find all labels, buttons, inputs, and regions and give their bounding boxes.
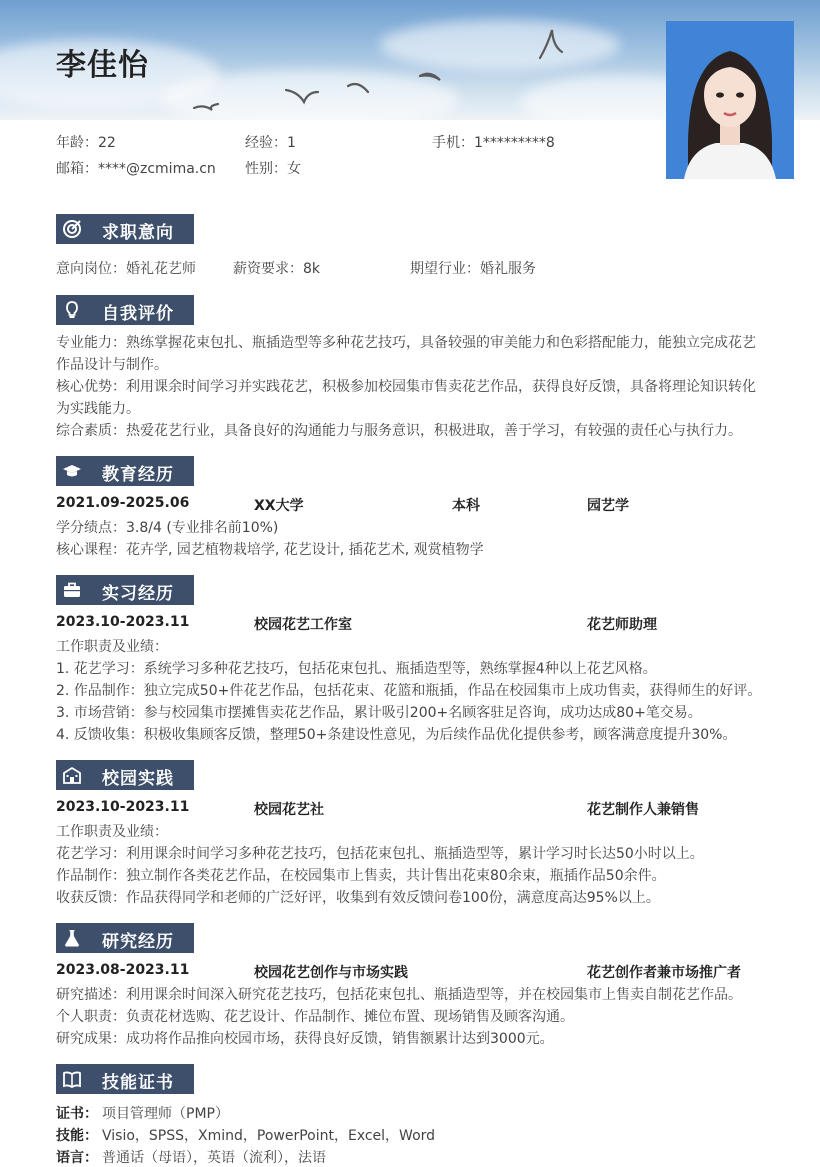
lightbulb-icon — [62, 300, 82, 320]
research-line: 研究成果：成功将作品推向校园市场，获得良好反馈，销售额累计达到3000元。 — [56, 1031, 554, 1047]
self-eval-line: 专业能力：熟练掌握花束包扎、瓶插造型等多种花艺技巧，具备较强的审美能力和色彩搭配能力，能独立完成花艺 — [56, 335, 756, 351]
internship-line: 4. 反馈收集：积极收集顾客反馈，整理50+条建设性意见，为后续作品优化提供参考，顾客满意度提升30%。 — [56, 727, 737, 743]
cert-value: 项目管理师（PMP） — [102, 1106, 229, 1122]
profile-photo — [666, 21, 794, 179]
section-title: 教育经历 — [102, 465, 174, 485]
research-org: 校园花艺创作与市场实践 — [254, 965, 408, 981]
internship-line: 工作职责及业绩： — [56, 639, 168, 655]
research-role: 花艺创作者兼市场推广者 — [587, 965, 741, 981]
campus-role: 花艺制作人兼销售 — [587, 802, 699, 818]
self-eval-line: 核心优势：利用课余时间学习并实践花艺，积极参加校园集市售卖花艺作品，获得良好反馈，具备将理论知识转化 — [56, 379, 756, 395]
section-header-self-eval — [56, 295, 194, 325]
section-title: 求职意向 — [102, 223, 174, 243]
section-header-education — [56, 456, 194, 486]
section-title: 自我评价 — [102, 304, 174, 324]
section-header-internship — [56, 575, 194, 605]
book-icon — [62, 1069, 82, 1089]
school-building-icon — [62, 765, 82, 785]
education-degree: 本科 — [452, 498, 480, 514]
gender: 性别：女 — [245, 161, 301, 177]
internship-role: 花艺师助理 — [587, 617, 657, 633]
skill-row — [56, 1125, 435, 1145]
section-title: 技能证书 — [102, 1073, 174, 1093]
education-period: 2021.09-2025.06 — [56, 495, 190, 511]
campus-line: 工作职责及业绩： — [56, 824, 168, 840]
self-eval-line: 为实践能力。 — [56, 401, 140, 417]
internship-line: 1. 花艺学习：系统学习多种花艺技巧，包括花束包扎、瓶插造型等，熟练掌握4种以上花艺风格。 — [56, 661, 657, 677]
research-line: 个人职责：负责花材选购、花艺设计、作品制作、摊位布置、现场销售及顾客沟通。 — [56, 1009, 574, 1025]
research-period: 2023.08-2023.11 — [56, 962, 190, 978]
education-major: 园艺学 — [587, 498, 629, 514]
lang-value: 普通话（母语），英语（流利），法语 — [102, 1150, 326, 1166]
campus-line: 收获反馈：作品获得同学和老师的广泛好评，收集到有效反馈问卷100份，满意度高达95%以上。 — [56, 890, 660, 906]
experience: 经验：1 — [245, 135, 296, 151]
campus-line: 作品制作：独立制作各类花艺作品，在校园集市上售卖，共计售出花束80余束，瓶插作品50余件。 — [56, 868, 666, 884]
self-eval-line: 综合素质：热爱花艺行业，具备良好的沟通能力与服务意识，积极进取，善于学习，有较强的责任心与执行力。 — [56, 423, 742, 439]
intent-position: 意向岗位：婚礼花艺师 — [56, 261, 196, 277]
skill-label: 技能： — [56, 1128, 98, 1144]
self-eval-line: 作品设计与制作。 — [56, 357, 168, 373]
graduation-cap-icon — [62, 461, 82, 481]
flask-icon — [62, 928, 82, 948]
age: 年龄：22 — [56, 135, 116, 151]
candidate-name: 李佳怡 — [56, 48, 149, 83]
cert-row — [56, 1103, 229, 1123]
internship-org: 校园花艺工作室 — [254, 617, 352, 633]
internship-period: 2023.10-2023.11 — [56, 614, 190, 630]
phone: 手机：1*********8 — [432, 135, 555, 151]
section-header-research — [56, 923, 194, 953]
lang-label: 语言： — [56, 1150, 98, 1166]
research-line: 研究描述：利用课余时间深入研究花艺技巧，包括花束包扎、瓶插造型等，并在校园集市上售卖自制花艺作品。 — [56, 987, 742, 1003]
section-header-skills — [56, 1064, 194, 1094]
education-line: 核心课程：花卉学, 园艺植物栽培学, 花艺设计, 插花艺术, 观赏植物学 — [56, 542, 484, 558]
briefcase-icon — [62, 580, 82, 600]
lang-row — [56, 1147, 326, 1167]
target-icon — [62, 219, 82, 239]
education-line: 学分绩点：3.8/4 (专业排名前10%) — [56, 520, 279, 536]
campus-line: 花艺学习：利用课余时间学习多种花艺技巧，包括花束包扎、瓶插造型等，累计学习时长达50小时以上。 — [56, 846, 704, 862]
skill-value: Visio，SPSS，Xmind，PowerPoint，Excel，Word — [102, 1128, 436, 1144]
cert-label: 证书： — [56, 1106, 98, 1122]
section-title: 研究经历 — [102, 932, 174, 952]
section-title: 实习经历 — [102, 584, 174, 604]
campus-org: 校园花艺社 — [254, 802, 324, 818]
section-header-campus — [56, 760, 194, 790]
section-header-intent — [56, 214, 194, 244]
email: 邮箱：****@zcmima.cn — [56, 161, 216, 177]
intent-industry: 期望行业：婚礼服务 — [410, 261, 536, 277]
internship-line: 3. 市场营销：参与校园集市摆摊售卖花艺作品，累计吸引200+名顾客驻足咨询，成功达成80+笔交易。 — [56, 705, 702, 721]
intent-salary: 薪资要求：8k — [233, 261, 321, 277]
education-school: XX大学 — [254, 498, 304, 514]
section-title: 校园实践 — [102, 769, 174, 789]
internship-line: 2. 作品制作：独立完成50+件花艺作品，包括花束、花篮和瓶插，作品在校园集市上成功售卖，获得师生的好评。 — [56, 683, 762, 699]
campus-period: 2023.10-2023.11 — [56, 799, 190, 815]
